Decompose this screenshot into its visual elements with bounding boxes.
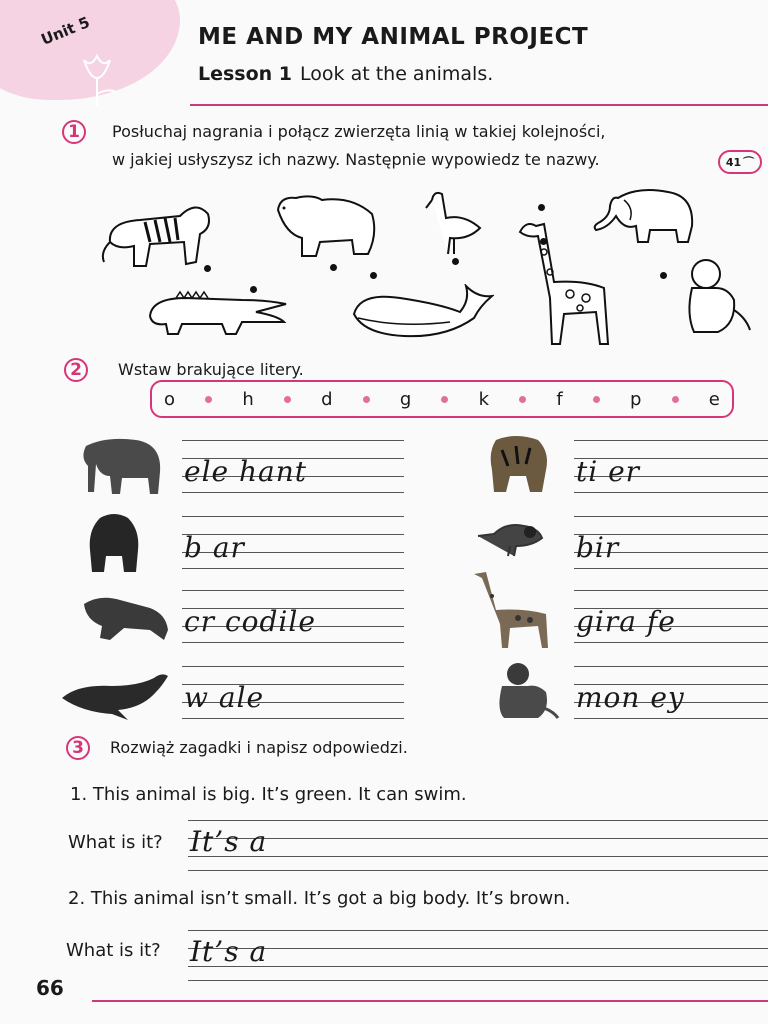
writing-lines[interactable] (182, 438, 404, 494)
exercise-2-instruction: Wstaw brakujące litery. (118, 360, 304, 379)
separator-dot (284, 396, 291, 403)
riddle-2-text: 2. This animal isn’t small. It’s got a big body. It’s brown. (68, 888, 571, 909)
answer-start: It’s a (190, 935, 268, 968)
whale-photo (58, 670, 170, 722)
track-number: 41 (725, 155, 742, 169)
exercise-2-number: 2 (64, 358, 88, 382)
bear-photo (86, 510, 142, 574)
ear-icon: ⌒ (743, 156, 755, 169)
separator-dot (205, 396, 212, 403)
exercise-1-instruction-line1: Posłuchaj nagrania i połącz zwierzęta linią w takiej kolejności, (112, 122, 606, 141)
letter: k (478, 388, 489, 410)
exercise-3-number: 3 (66, 736, 90, 760)
writing-lines[interactable] (574, 588, 768, 644)
letter: h (242, 388, 254, 410)
cursive-word: mon ey (576, 681, 685, 714)
header-divider (190, 104, 768, 106)
riddle-1-text: 1. This animal is big. It’s green. It can swim. (70, 784, 467, 805)
elephant-icon (588, 186, 700, 246)
connect-dot[interactable] (538, 204, 545, 211)
connect-dot[interactable] (204, 265, 211, 272)
exercise-1-instruction-line2: w jakiej usłyszysz ich nazwy. Następnie wypowiedz te nazwy. (112, 150, 600, 169)
answer-lines[interactable] (188, 926, 768, 982)
audio-track-badge (718, 150, 762, 174)
page-title: ME AND MY ANIMAL PROJECT (198, 24, 589, 50)
connect-dot[interactable] (250, 286, 257, 293)
crocodile-icon (146, 286, 288, 338)
bird-photo (476, 514, 546, 558)
letter: p (629, 388, 642, 410)
writing-lines[interactable] (182, 588, 404, 644)
answer-start: It’s a (190, 825, 268, 858)
answer-lines[interactable] (188, 816, 768, 872)
writing-lines[interactable] (574, 514, 768, 570)
letter-bank (150, 380, 734, 418)
riddle-2-question: What is it? (66, 940, 161, 961)
cursive-word: ti er (576, 455, 641, 488)
separator-dot (672, 396, 679, 403)
connect-dot[interactable] (452, 258, 459, 265)
connect-dot[interactable] (330, 264, 337, 271)
tiger-photo (486, 430, 552, 494)
lesson-title: Look at the animals. (300, 63, 494, 85)
connect-dot[interactable] (540, 238, 547, 245)
separator-dot (519, 396, 526, 403)
tiger-icon (100, 192, 215, 278)
elephant-photo (76, 436, 166, 496)
tulip-icon (72, 48, 122, 108)
connect-dot[interactable] (370, 272, 377, 279)
page-number: 66 (36, 976, 64, 1000)
cursive-word: w ale (184, 681, 265, 714)
whale-icon (350, 284, 494, 342)
cursive-word: cr codile (184, 605, 316, 638)
letter: f (556, 388, 563, 410)
letter: e (708, 388, 720, 410)
lesson-heading (198, 63, 493, 85)
letter: o (164, 388, 176, 410)
cursive-word: gira fe (576, 605, 676, 638)
writing-lines[interactable] (182, 664, 404, 720)
writing-lines[interactable] (574, 664, 768, 720)
separator-dot (363, 396, 370, 403)
bear-icon (272, 190, 380, 262)
cursive-word: ele hant (184, 455, 308, 488)
riddle-1-question: What is it? (68, 832, 163, 853)
writing-lines[interactable] (182, 514, 404, 570)
crocodile-photo (80, 590, 170, 646)
footer-divider (92, 1000, 768, 1002)
monkey-photo (488, 660, 560, 720)
exercise-3-instruction: Rozwiąż zagadki i napisz odpowiedzi. (110, 738, 408, 757)
separator-dot (593, 396, 600, 403)
separator-dot (441, 396, 448, 403)
unit-label: Unit 5 (38, 13, 93, 49)
cursive-word: b ar (184, 531, 245, 564)
giraffe-photo (470, 568, 554, 650)
letter: g (399, 388, 412, 410)
bird-icon (424, 188, 484, 258)
letter: d (321, 388, 333, 410)
writing-lines[interactable] (574, 438, 768, 494)
monkey-icon (672, 254, 754, 338)
cursive-word: bir (576, 531, 620, 564)
lesson-number: Lesson 1 (198, 63, 293, 85)
exercise-1-number: 1 (62, 120, 86, 144)
connect-dot[interactable] (660, 272, 667, 279)
